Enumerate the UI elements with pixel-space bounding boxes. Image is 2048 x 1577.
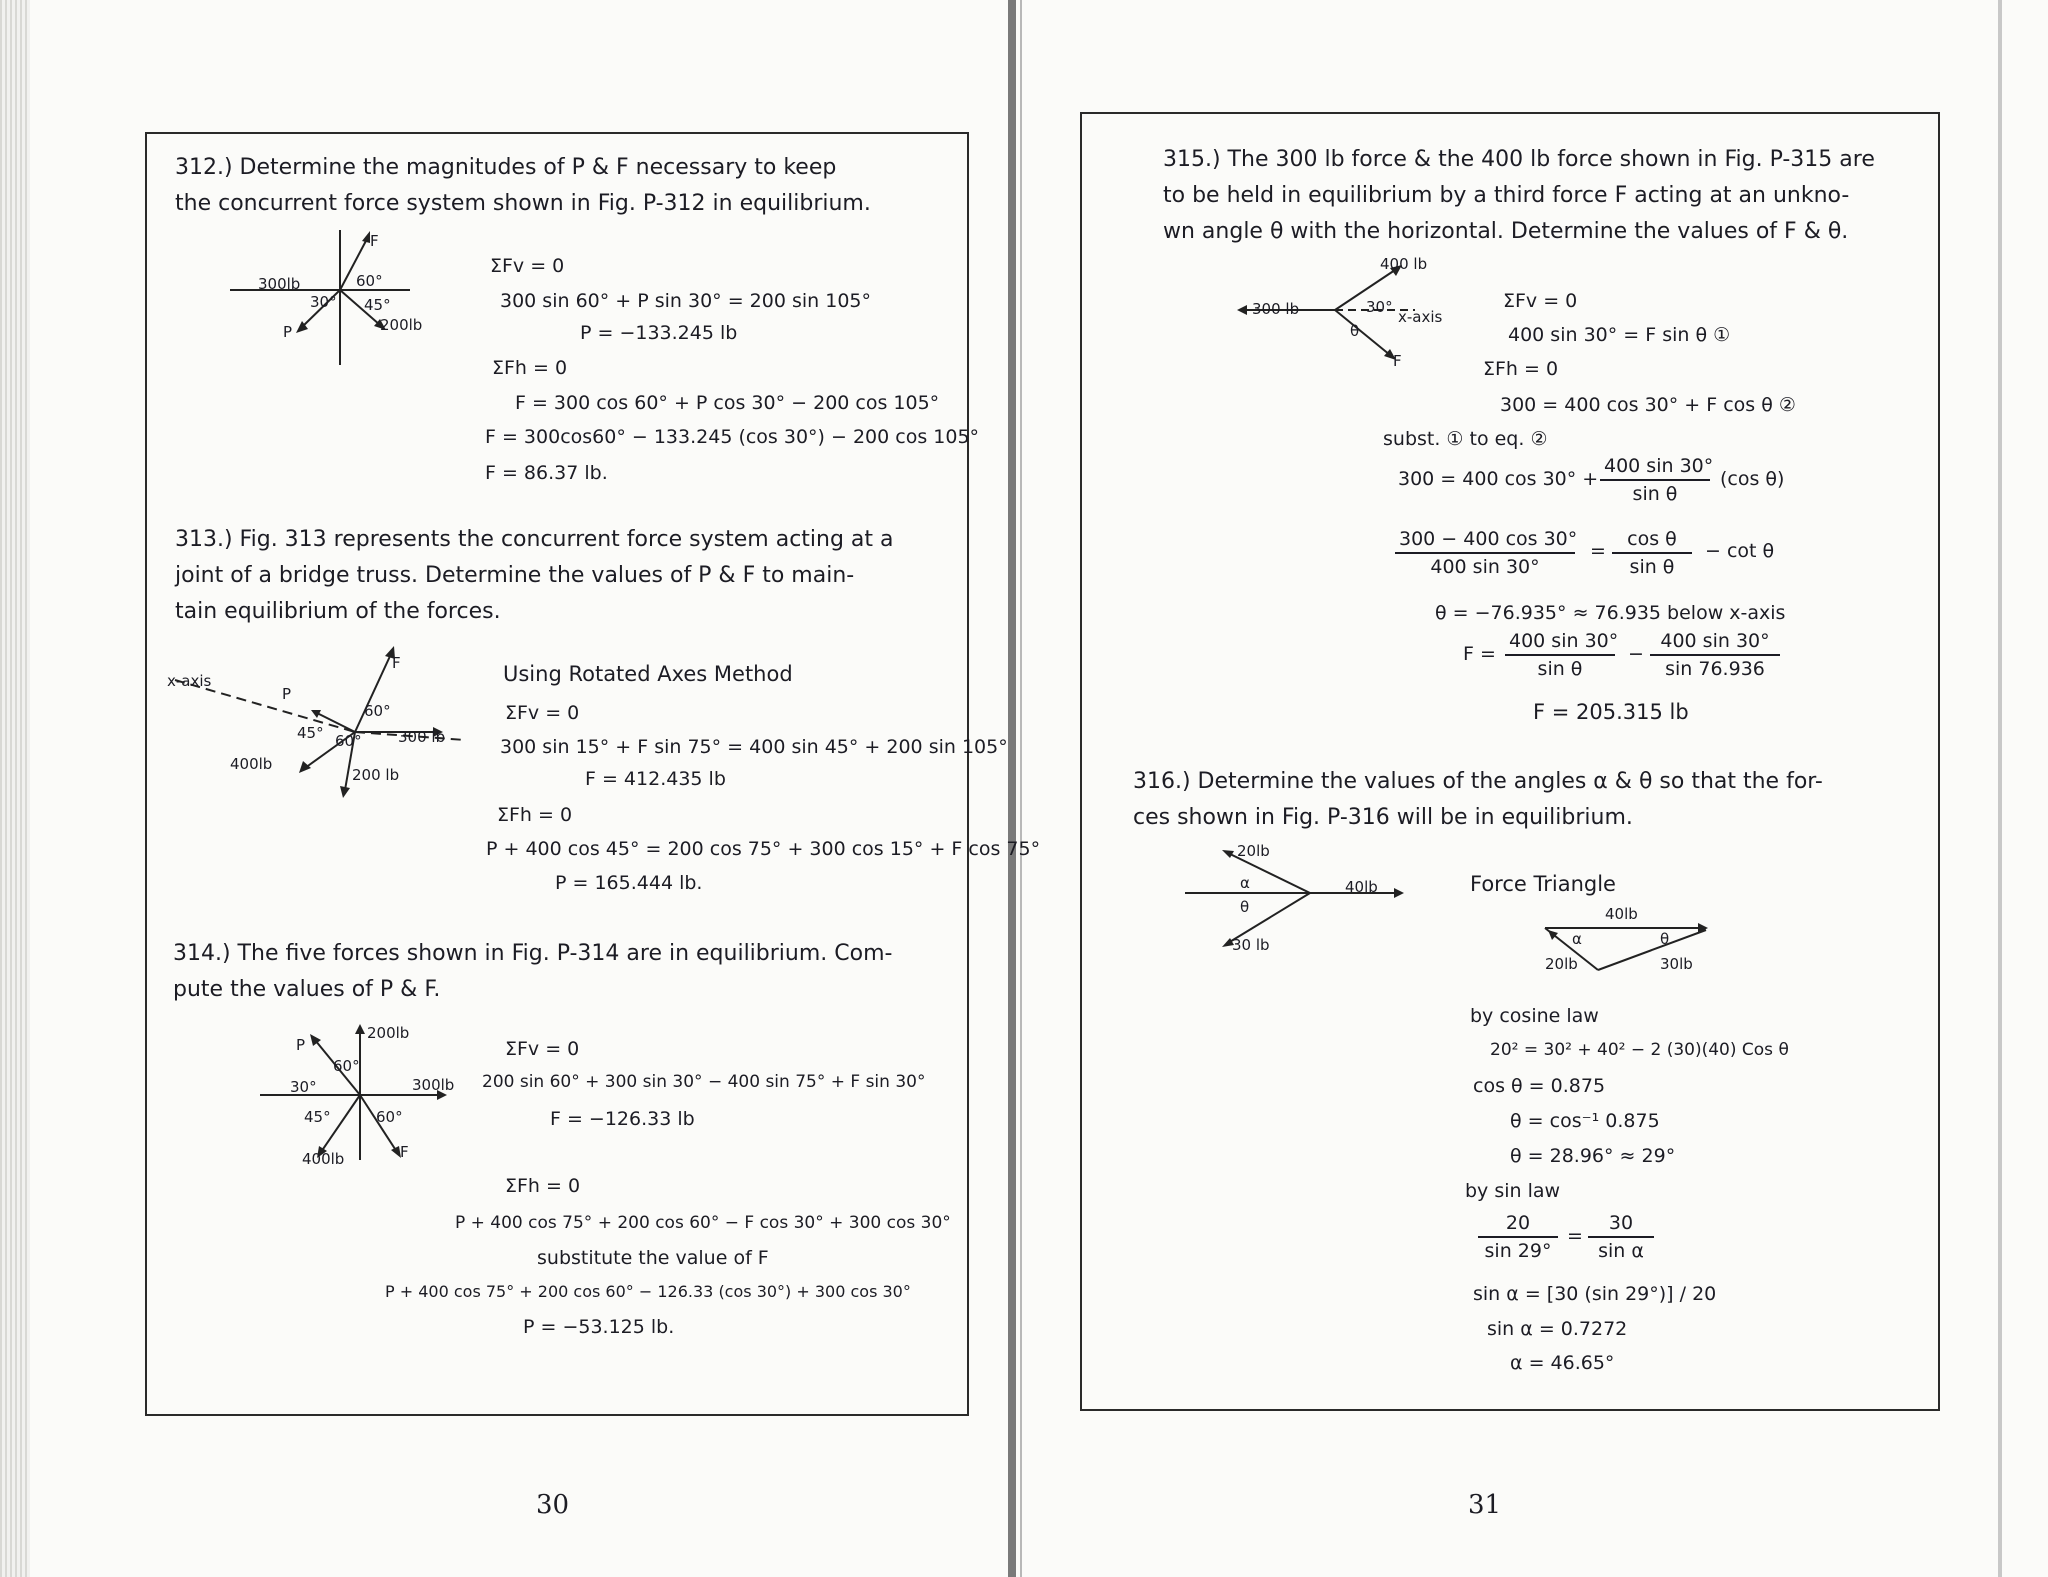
fig316-label-20lb: 20lb [1237,842,1270,860]
p316-eq-8: sin α = 0.7272 [1487,1318,1628,1340]
p315-eq-4: subst. ① to eq. ② [1383,428,1548,450]
fig315-label-400lb: 400 lb [1380,255,1428,273]
p315-eq-0: ΣFv = 0 [1503,290,1578,312]
fig313-angle-60-bottom: 60° [335,732,362,750]
p314-eq-5: substitute the value of F [537,1247,769,1269]
problem-312-statement-2: the concurrent force system shown in Fig. P-312 in equilibrium. [175,191,871,216]
p316-eq-3: θ = cos⁻¹ 0.875 [1510,1110,1660,1132]
p315-fraction-1-den: sin θ [1632,483,1678,505]
figure-p316-diagram [1180,848,1410,958]
fig314-label-f: F [400,1143,409,1161]
problem-313-statement-1: 313.) Fig. 313 represents the concurrent force system acting at a [175,527,894,552]
p315-eq-3: 300 = 400 cos 30° + F cos θ ② [1500,394,1796,416]
fig316-label-30lb: 30 lb [1232,936,1270,954]
fig314-angle-45: 45° [304,1108,331,1126]
fig312-label-300lb: 300lb [258,275,301,293]
p315-eq-10: F = [1463,643,1496,665]
fig313-label-200lb: 200 lb [352,766,400,784]
p315-fraction-5-num: 400 sin 30° [1650,630,1780,656]
fig316-angle-alpha: α [1240,874,1250,892]
p315-eq-11: − [1628,643,1644,665]
fig312-angle-30: 30° [310,293,337,311]
p316-fraction-7 [1588,1212,1654,1262]
p316-fraction-7-num: 30 [1588,1212,1654,1238]
p315-eq-7: = [1590,540,1606,562]
force-triangle-title: Force Triangle [1470,872,1616,896]
p313-eq-5: P + 400 cos 45° = 200 cos 75° + 300 cos 15° + F cos 75° [486,838,1041,860]
p315-fraction-4 [1505,630,1619,680]
p315-eq-12: F = 205.315 lb [1533,700,1689,724]
problem-315-statement-1: 315.) The 300 lb force & the 400 lb force shown in Fig. P-315 are [1163,147,1875,172]
problem-315-statement-2: to be held in equilibrium by a third force F acting at an unkno- [1163,183,1850,208]
p316-eq-7: sin α = [30 (sin 29°)] / 20 [1473,1283,1717,1305]
fig313-label-x-axis: x-axis [167,672,212,690]
fig314-label-200lb: 200lb [367,1024,410,1042]
p315-eq-5: 300 = 400 cos 30° + [1398,468,1599,490]
triangle-label-20lb: 20lb [1545,955,1578,973]
p315-eq-6: (cos θ) [1720,468,1785,490]
fig315-label-f: F [1393,352,1402,370]
p315-fraction-2-num: 300 − 400 cos 30° [1395,528,1575,554]
p316-eq-2: cos θ = 0.875 [1473,1075,1606,1097]
p314-eq-7: P = −53.125 lb. [523,1316,675,1338]
fig315-angle-theta: θ [1350,322,1360,340]
p315-fraction-3 [1612,528,1692,578]
fig313-label-400lb: 400lb [230,755,273,773]
fig314-label-p: P [296,1036,306,1054]
p315-eq-8: − cot θ [1705,540,1775,562]
fig314-angle-60-bottom: 60° [376,1108,403,1126]
p315-fraction-1-num: 400 sin 30° [1600,455,1710,481]
fig314-angle-30: 30° [290,1078,317,1096]
page-number-right: 31 [1468,1490,1502,1520]
page-right-edge [1998,0,2002,1577]
fig316-angle-theta: θ [1240,898,1250,916]
p314-eq-0: ΣFv = 0 [505,1038,580,1060]
problem-315-statement-3: wn angle θ with the horizontal. Determine the values of F & θ. [1163,219,1849,244]
p312-eq-6: F = 86.37 lb. [485,462,608,484]
p314-eq-2: F = −126.33 lb [550,1108,695,1130]
page-binding-edge [0,0,30,1577]
triangle-angle-theta: θ [1660,930,1670,948]
p316-eq-1: 20² = 30² + 40² − 2 (30)(40) Cos θ [1490,1040,1789,1060]
fig314-angle-60-top: 60° [333,1057,360,1075]
p315-fraction-2 [1395,528,1578,578]
problem-312-statement-1: 312.) Determine the magnitudes of P & F necessary to keep [175,155,837,180]
p312-eq-3: ΣFh = 0 [492,357,568,379]
p315-eq-9: θ = −76.935° ≈ 76.935 below x-axis [1435,602,1786,624]
p316-fraction-7-den: sin α [1598,1240,1644,1262]
p314-eq-6: P + 400 cos 75° + 200 cos 60° − 126.33 (cos 30°) + 300 cos 30° [385,1282,911,1301]
figure-p314-diagram [255,1020,455,1190]
problem-316-statement-2: ces shown in Fig. P-316 will be in equilibrium. [1133,805,1633,830]
p316-eq-5: by sin law [1465,1180,1561,1202]
p313-eq-2: 300 sin 15° + F sin 75° = 400 sin 45° + 200 sin 105° [500,736,1008,758]
fig313-angle-60-top: 60° [364,702,391,720]
triangle-label-30lb: 30lb [1660,955,1693,973]
p315-eq-1: 400 sin 30° = F sin θ ① [1508,324,1731,346]
p315-fraction-4-den: sin θ [1537,658,1583,680]
fig312-label-f: F [370,232,379,250]
problem-313-statement-3: tain equilibrium of the forces. [175,599,501,624]
p316-fraction-6 [1478,1212,1558,1262]
p316-eq-6: = [1567,1225,1583,1247]
p315-fraction-3-den: sin θ [1629,556,1675,578]
p316-eq-9: α = 46.65° [1510,1352,1615,1374]
problem-314-statement-1: 314.) The five forces shown in Fig. P-314 are in equilibrium. Com- [173,941,893,966]
p315-fraction-2-den: 400 sin 30° [1430,556,1540,578]
problem-316-statement-1: 316.) Determine the values of the angles α & θ so that the for- [1133,769,1823,794]
fig315-angle-30: 30° [1366,298,1393,316]
triangle-label-40lb: 40lb [1605,905,1638,923]
p312-eq-0: ΣFv = 0 [490,255,565,277]
fig312-label-200lb: 200lb [380,316,423,334]
book-gutter-shadow [1020,0,1022,1577]
p315-eq-2: ΣFh = 0 [1483,358,1559,380]
page-number-left: 30 [536,1490,570,1520]
p313-eq-4: ΣFh = 0 [497,804,573,826]
p316-eq-0: by cosine law [1470,1005,1599,1027]
triangle-angle-alpha: α [1572,930,1582,948]
fig312-angle-60: 60° [356,272,383,290]
p315-fraction-5 [1650,630,1780,680]
p316-fraction-6-num: 20 [1478,1212,1558,1238]
fig313-label-300lb: 300 lb [398,728,446,746]
p314-eq-3: ΣFh = 0 [505,1175,581,1197]
problem-313-statement-2: joint of a bridge truss. Determine the values of P & F to main- [175,563,855,588]
fig316-label-40lb: 40lb [1345,878,1378,896]
p313-eq-3: F = 412.435 lb [585,768,726,790]
fig312-label-p: P [283,323,293,341]
p315-fraction-4-num: 400 sin 30° [1505,630,1615,656]
fig314-label-400lb: 400lb [302,1150,345,1168]
fig313-label-f: F [392,654,401,672]
p316-eq-4: θ = 28.96° ≈ 29° [1510,1145,1676,1167]
problem-314-statement-2: pute the values of P & F. [173,977,441,1002]
fig315-label-300lb: 300 lb [1252,300,1300,318]
fig315-label-x-axis: x-axis [1398,308,1443,326]
p312-eq-1: 300 sin 60° + P sin 30° = 200 sin 105° [500,290,872,312]
book-gutter [1008,0,1016,1577]
p312-eq-5: F = 300cos60° − 133.245 (cos 30°) − 200 cos 105° [485,426,980,448]
fig312-angle-45: 45° [364,296,391,314]
p315-fraction-3-num: cos θ [1612,528,1692,554]
fig313-angle-45: 45° [297,724,324,742]
p313-eq-1: ΣFv = 0 [505,702,580,724]
fig313-label-p: P [282,685,292,703]
p313-eq-0: Using Rotated Axes Method [503,662,793,686]
p312-eq-4: F = 300 cos 60° + P cos 30° − 200 cos 105° [515,392,940,414]
p315-fraction-5-den: sin 76.936 [1665,658,1765,680]
p314-eq-1: 200 sin 60° + 300 sin 30° − 400 sin 75° + F sin 30° [482,1072,926,1092]
p315-fraction-1 [1600,455,1714,505]
p314-eq-4: P + 400 cos 75° + 200 cos 60° − F cos 30° + 300 cos 30° [455,1213,951,1233]
p316-fraction-6-den: sin 29° [1484,1240,1552,1262]
fig314-label-300lb: 300lb [412,1076,455,1094]
p313-eq-6: P = 165.444 lb. [555,872,703,894]
figure-p313-diagram [165,640,475,800]
p312-eq-2: P = −133.245 lb [580,322,738,344]
